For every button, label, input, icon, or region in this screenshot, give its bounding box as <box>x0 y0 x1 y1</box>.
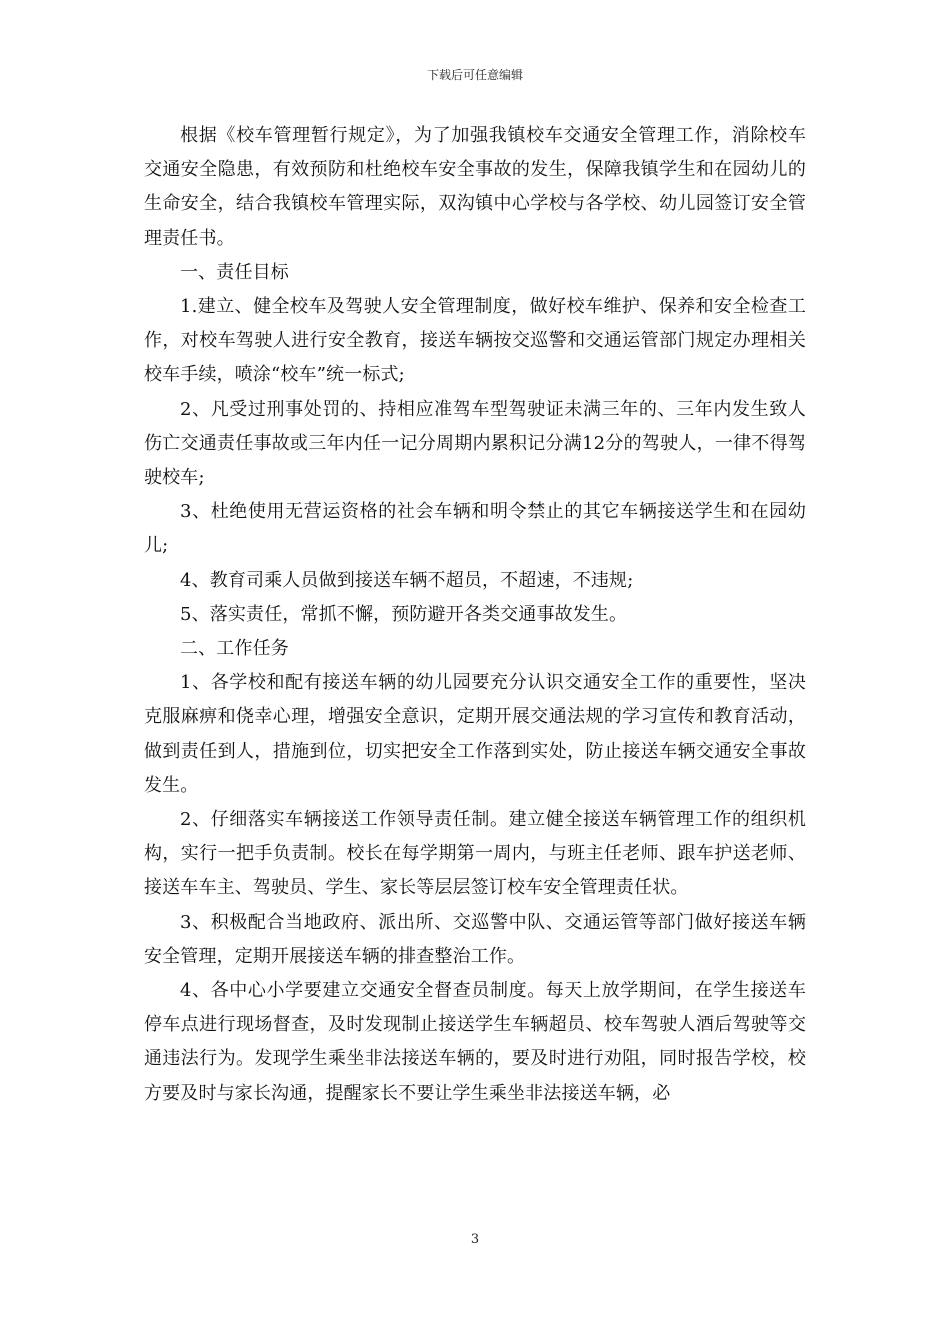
page-number: 3 <box>470 1232 480 1247</box>
document-body <box>144 119 806 1111</box>
paragraph-goal-1: 1.建立、健全校车及驾驶人安全管理制度，做好校车维护、保养和安全检查工作，对校车驾驶人进行安全教育，接送车辆按交巡警和交通运管部门规定办理相关校车手续，喷涂“校车”统一标式; <box>144 296 806 386</box>
section-heading-tasks: 二、工作任务 <box>180 638 289 660</box>
paragraph-task-2: 2、仔细落实车辆接送工作领导责任制。建立健全接送车辆管理工作的组织机构，实行一把手负责制。校长在每学期第一周内，与班主任老师、跟车护送老师、接送车车主、驾驶员、学生、家长等层层签订校车安全管理责任状。 <box>144 809 806 899</box>
paragraph-intro: 根据《校车管理暂行规定》，为了加强我镇校车交通安全管理工作，消除校车交通安全隐患，有效预防和杜绝校车安全事故的发生，保障我镇学生和在园幼儿的生命安全，结合我镇校车管理实际，双沟镇中心学校与各学校、幼儿园签订安全管理责任书。 <box>144 125 806 249</box>
paragraph-goal-5: 5、落实责任，常抓不懈，预防避开各类交通事故发生。 <box>180 603 628 625</box>
paragraph-goal-3: 3、杜绝使用无营运资格的社会车辆和明令禁止的其它车辆接送学生和在园幼儿; <box>144 501 806 557</box>
page-header-note: 下载后可任意编辑 <box>426 68 523 82</box>
paragraph-task-4: 4、各中心小学要建立交通安全督查员制度。每天上放学期间，在学生接送车停车点进行现场督查，及时发现制止接送学生车辆超员、校车驾驶人酒后驾驶等交通违法行为。发现学生乘坐非法接送车辆的，要及时进行劝阻，同时报告学校，校方要及时与家长沟通，提醒家长不要让学生乘坐非法接送车辆，必 <box>144 980 806 1104</box>
section-heading-goals: 一、责任目标 <box>180 261 289 283</box>
paragraph-goal-2: 2、凡受过刑事处罚的、持相应准驾车型驾驶证未满三年的、三年内发生致人伤亡交通责任事故或三年内任一记分周期内累积记分满12分的驾驶人，一律不得驾驶校车; <box>144 398 806 489</box>
paragraph-goal-4: 4、教育司乘人员做到接送车辆不超员，不超速，不违规; <box>180 569 634 591</box>
paragraph-task-1: 1、各学校和配有接送车辆的幼儿园要充分认识交通安全工作的重要性，坚决克服麻痹和侥幸心理，增强安全意识，定期开展交通法规的学习宣传和教育活动，做到责任到人，措施到位，切实把安全工作落到实处，防止接送车辆交通安全事故发生。 <box>144 672 806 796</box>
paragraph-task-3: 3、积极配合当地政府、派出所、交巡警中队、交通运管等部门做好接送车辆安全管理，定期开展接送车辆的排查整治工作。 <box>144 911 806 967</box>
